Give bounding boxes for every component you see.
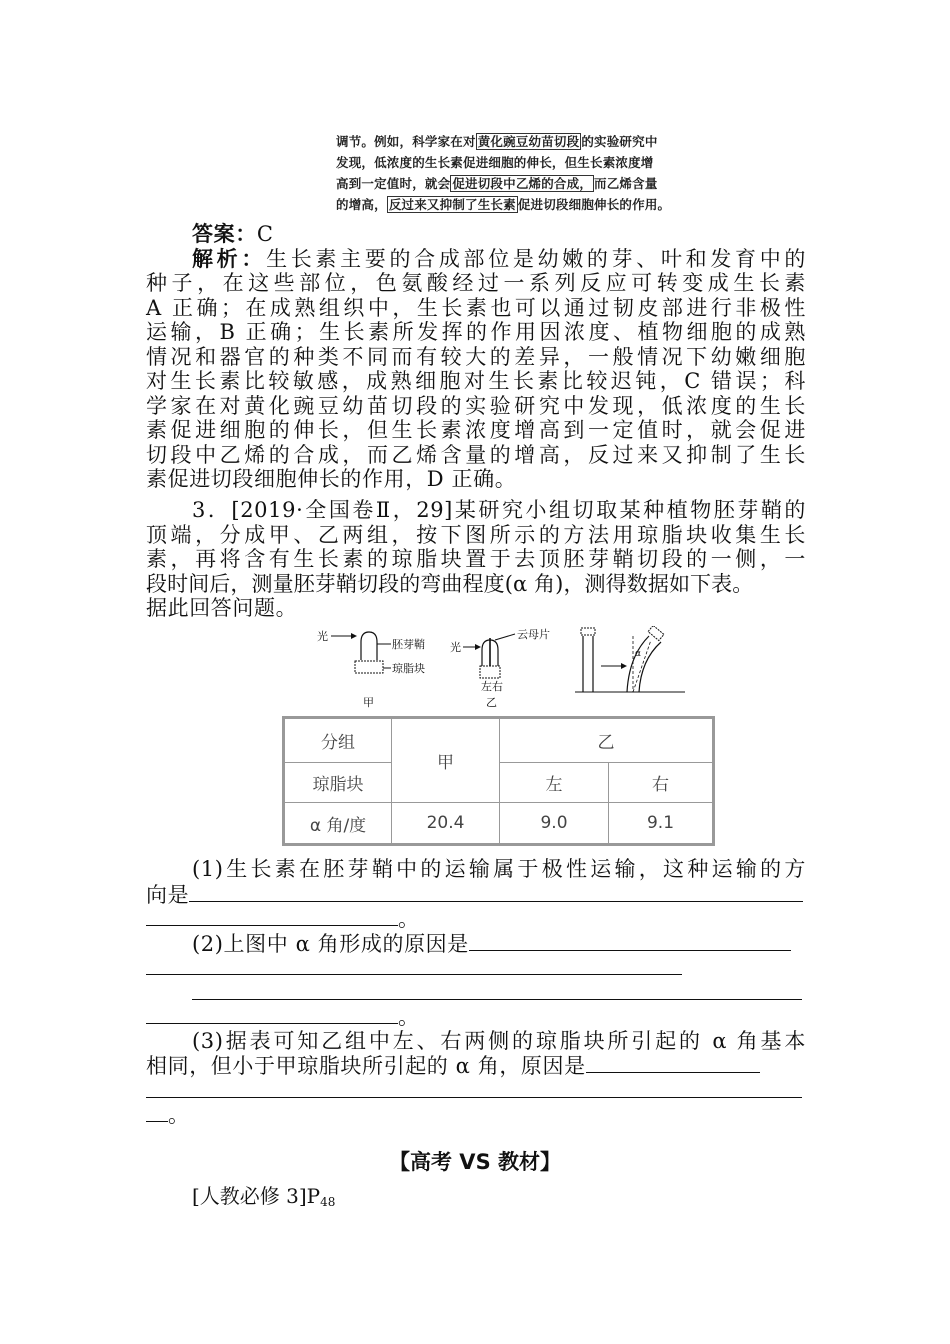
agar-label: 琼脂块 (392, 662, 425, 675)
mica-label: 云母片 (517, 628, 550, 641)
analysis-line: 素促进切段细胞伸长的作用，D 正确。 (146, 467, 517, 491)
arrow-head-icon (621, 663, 627, 669)
alpha-label: α (635, 649, 641, 659)
left-right-label: 左右 (481, 680, 503, 693)
excerpt-boxed-text: 反过来又抑制了生长素 (388, 197, 516, 212)
coleoptile-label: 胚芽鞘 (392, 638, 425, 651)
question-text: 。 (168, 1103, 190, 1127)
answer-blank[interactable] (146, 1078, 802, 1098)
table-cell: 甲 (392, 718, 500, 803)
analysis-line: 情况和器官的种类不同而有较大的差异，一般情况下幼嫩细胞 (146, 344, 806, 369)
question-line (146, 1078, 806, 1103)
group-yi-label: 乙 (486, 696, 497, 709)
answer-label: 答案： (192, 222, 257, 246)
answer-blank[interactable] (146, 1102, 168, 1122)
question-line (146, 1004, 806, 1029)
question-line: 顶端，分成甲、乙两组，按下图所示的方法用琼脂块收集生长 (146, 522, 806, 547)
analysis-line: 运输，B 正确；生长素所发挥的作用因浓度、植物细胞的成熟 (146, 320, 806, 344)
textbook-excerpt (336, 131, 686, 215)
question-line (146, 980, 806, 1005)
analysis-line: 学家在对黄化豌豆幼苗切段的实验研究中发现，低浓度的生长 (146, 393, 806, 418)
table-cell: 9.0 (500, 803, 609, 845)
question-line: (1)生长素在胚芽鞘中的运输属于极性运输，这种运输的方 (192, 857, 806, 881)
question-line: 素，再将含有生长素的琼脂块置于去顶胚芽鞘切段的一侧，一 (146, 547, 806, 571)
answer-block (146, 222, 806, 492)
answer-line (146, 222, 806, 247)
question-line (146, 1053, 806, 1078)
light-label: 光 (317, 630, 328, 643)
question-line (146, 931, 806, 956)
table-cell: 左 (500, 763, 609, 803)
bent-coleoptile (627, 636, 661, 692)
data-table (282, 716, 715, 846)
answer-value: C (256, 222, 274, 246)
leader-line (495, 634, 515, 640)
question-line (146, 882, 806, 907)
analysis-label: 解析： (192, 246, 267, 271)
answer-blank[interactable] (192, 980, 802, 1000)
analysis-line: 种子，在这些部位，色氨酸经过一系列反应可转变成生长素 (146, 271, 806, 295)
arrow-head-icon (351, 633, 357, 639)
question-line: 段时间后，测量胚芽鞘切段的弯曲程度(α 角)，测得数据如下表。 (146, 571, 754, 596)
answer-blank[interactable] (469, 931, 791, 951)
question-3 (146, 498, 806, 621)
excerpt-text: 促进切段细胞伸长的作用。 (517, 197, 671, 212)
answer-blank[interactable] (189, 882, 803, 902)
light-label: 光 (450, 641, 461, 654)
table-cell: 右 (609, 763, 714, 803)
table-header: α 角/度 (284, 803, 392, 845)
section-heading: 【高考 VS 教材】 (389, 1150, 561, 1174)
question-text: (2)上图中 α 角形成的原因是 (192, 931, 469, 956)
excerpt-text: 而乙烯含量 (594, 176, 658, 191)
table-header: 琼脂块 (284, 763, 392, 803)
question-text: 向是 (146, 882, 190, 907)
table-header: 分组 (284, 718, 392, 763)
answer-blank[interactable] (586, 1053, 760, 1073)
answer-blank[interactable] (146, 955, 682, 975)
arrow-head-icon (475, 644, 481, 650)
question-line: (3)据表可知乙组中左、右两侧的琼脂块所引起的 α 角基本 (192, 1028, 806, 1053)
angle-reference (633, 640, 651, 692)
question-line: 据此回答问题。 (146, 596, 298, 620)
question-line: 3．[2019·全国卷Ⅱ，29]某研究小组切取某种植物胚芽鞘的 (192, 498, 806, 522)
analysis-line: 切段中乙烯的合成，而乙烯含量的增高，反过来又抑制了生长 (146, 442, 806, 467)
agar-block (648, 626, 664, 641)
excerpt-text: 调节。例如，科学家在对 (336, 134, 476, 149)
coleoptile-segment (583, 636, 593, 692)
question-line (146, 1102, 806, 1127)
answer-blank[interactable] (146, 906, 398, 926)
excerpt-boxed-text: 黄化豌豆幼苗切段 (477, 134, 580, 149)
excerpt-text: 的增高， (336, 197, 387, 212)
excerpt-text: 高到一定值时，就会 (336, 176, 451, 191)
analysis-text: 生长素主要的合成部位是幼嫩的芽、叶和发育中的 (266, 246, 806, 271)
agar-block (581, 628, 595, 635)
question-text: 。 (398, 1005, 420, 1029)
reference-text: [人教必修 3]P (192, 1184, 321, 1208)
reference-page: 48 (320, 1195, 336, 1209)
textbook-reference (192, 1180, 335, 1209)
question-text: 相同，但小于甲琼脂块所引起的 α 角，原因是 (146, 1054, 586, 1078)
analysis-line (146, 247, 806, 272)
group-jia-label: 甲 (363, 696, 374, 709)
experiment-figure (305, 626, 685, 712)
excerpt-text: 发现，低浓度的生长素促进细胞的伸长，但生长素浓度增 (336, 155, 654, 170)
question-text: 。 (398, 907, 420, 931)
sub-questions (146, 857, 806, 1127)
excerpt-boxed-text: 促进切段中乙烯的合成， (452, 176, 593, 191)
question-line (146, 955, 806, 980)
coleoptile-shape (361, 632, 377, 660)
question-line (146, 906, 806, 931)
table-cell: 9.1 (609, 803, 714, 845)
table-cell: 20.4 (392, 803, 500, 845)
agar-block (480, 666, 500, 678)
analysis-line: A 正确；在成熟组织中，生长素也可以通过韧皮部进行非极性 (146, 295, 806, 320)
agar-block (355, 661, 383, 673)
analysis-line: 对生长素比较敏感，成熟细胞对生长素比较迟钝，C 错误；科 (146, 369, 806, 393)
answer-blank[interactable] (146, 1004, 398, 1024)
table-cell: 乙 (500, 718, 714, 763)
excerpt-text: 的实验研究中 (581, 134, 658, 149)
analysis-line: 素促进细胞的伸长，但生长素浓度增高到一定值时，就会促进 (146, 418, 806, 442)
